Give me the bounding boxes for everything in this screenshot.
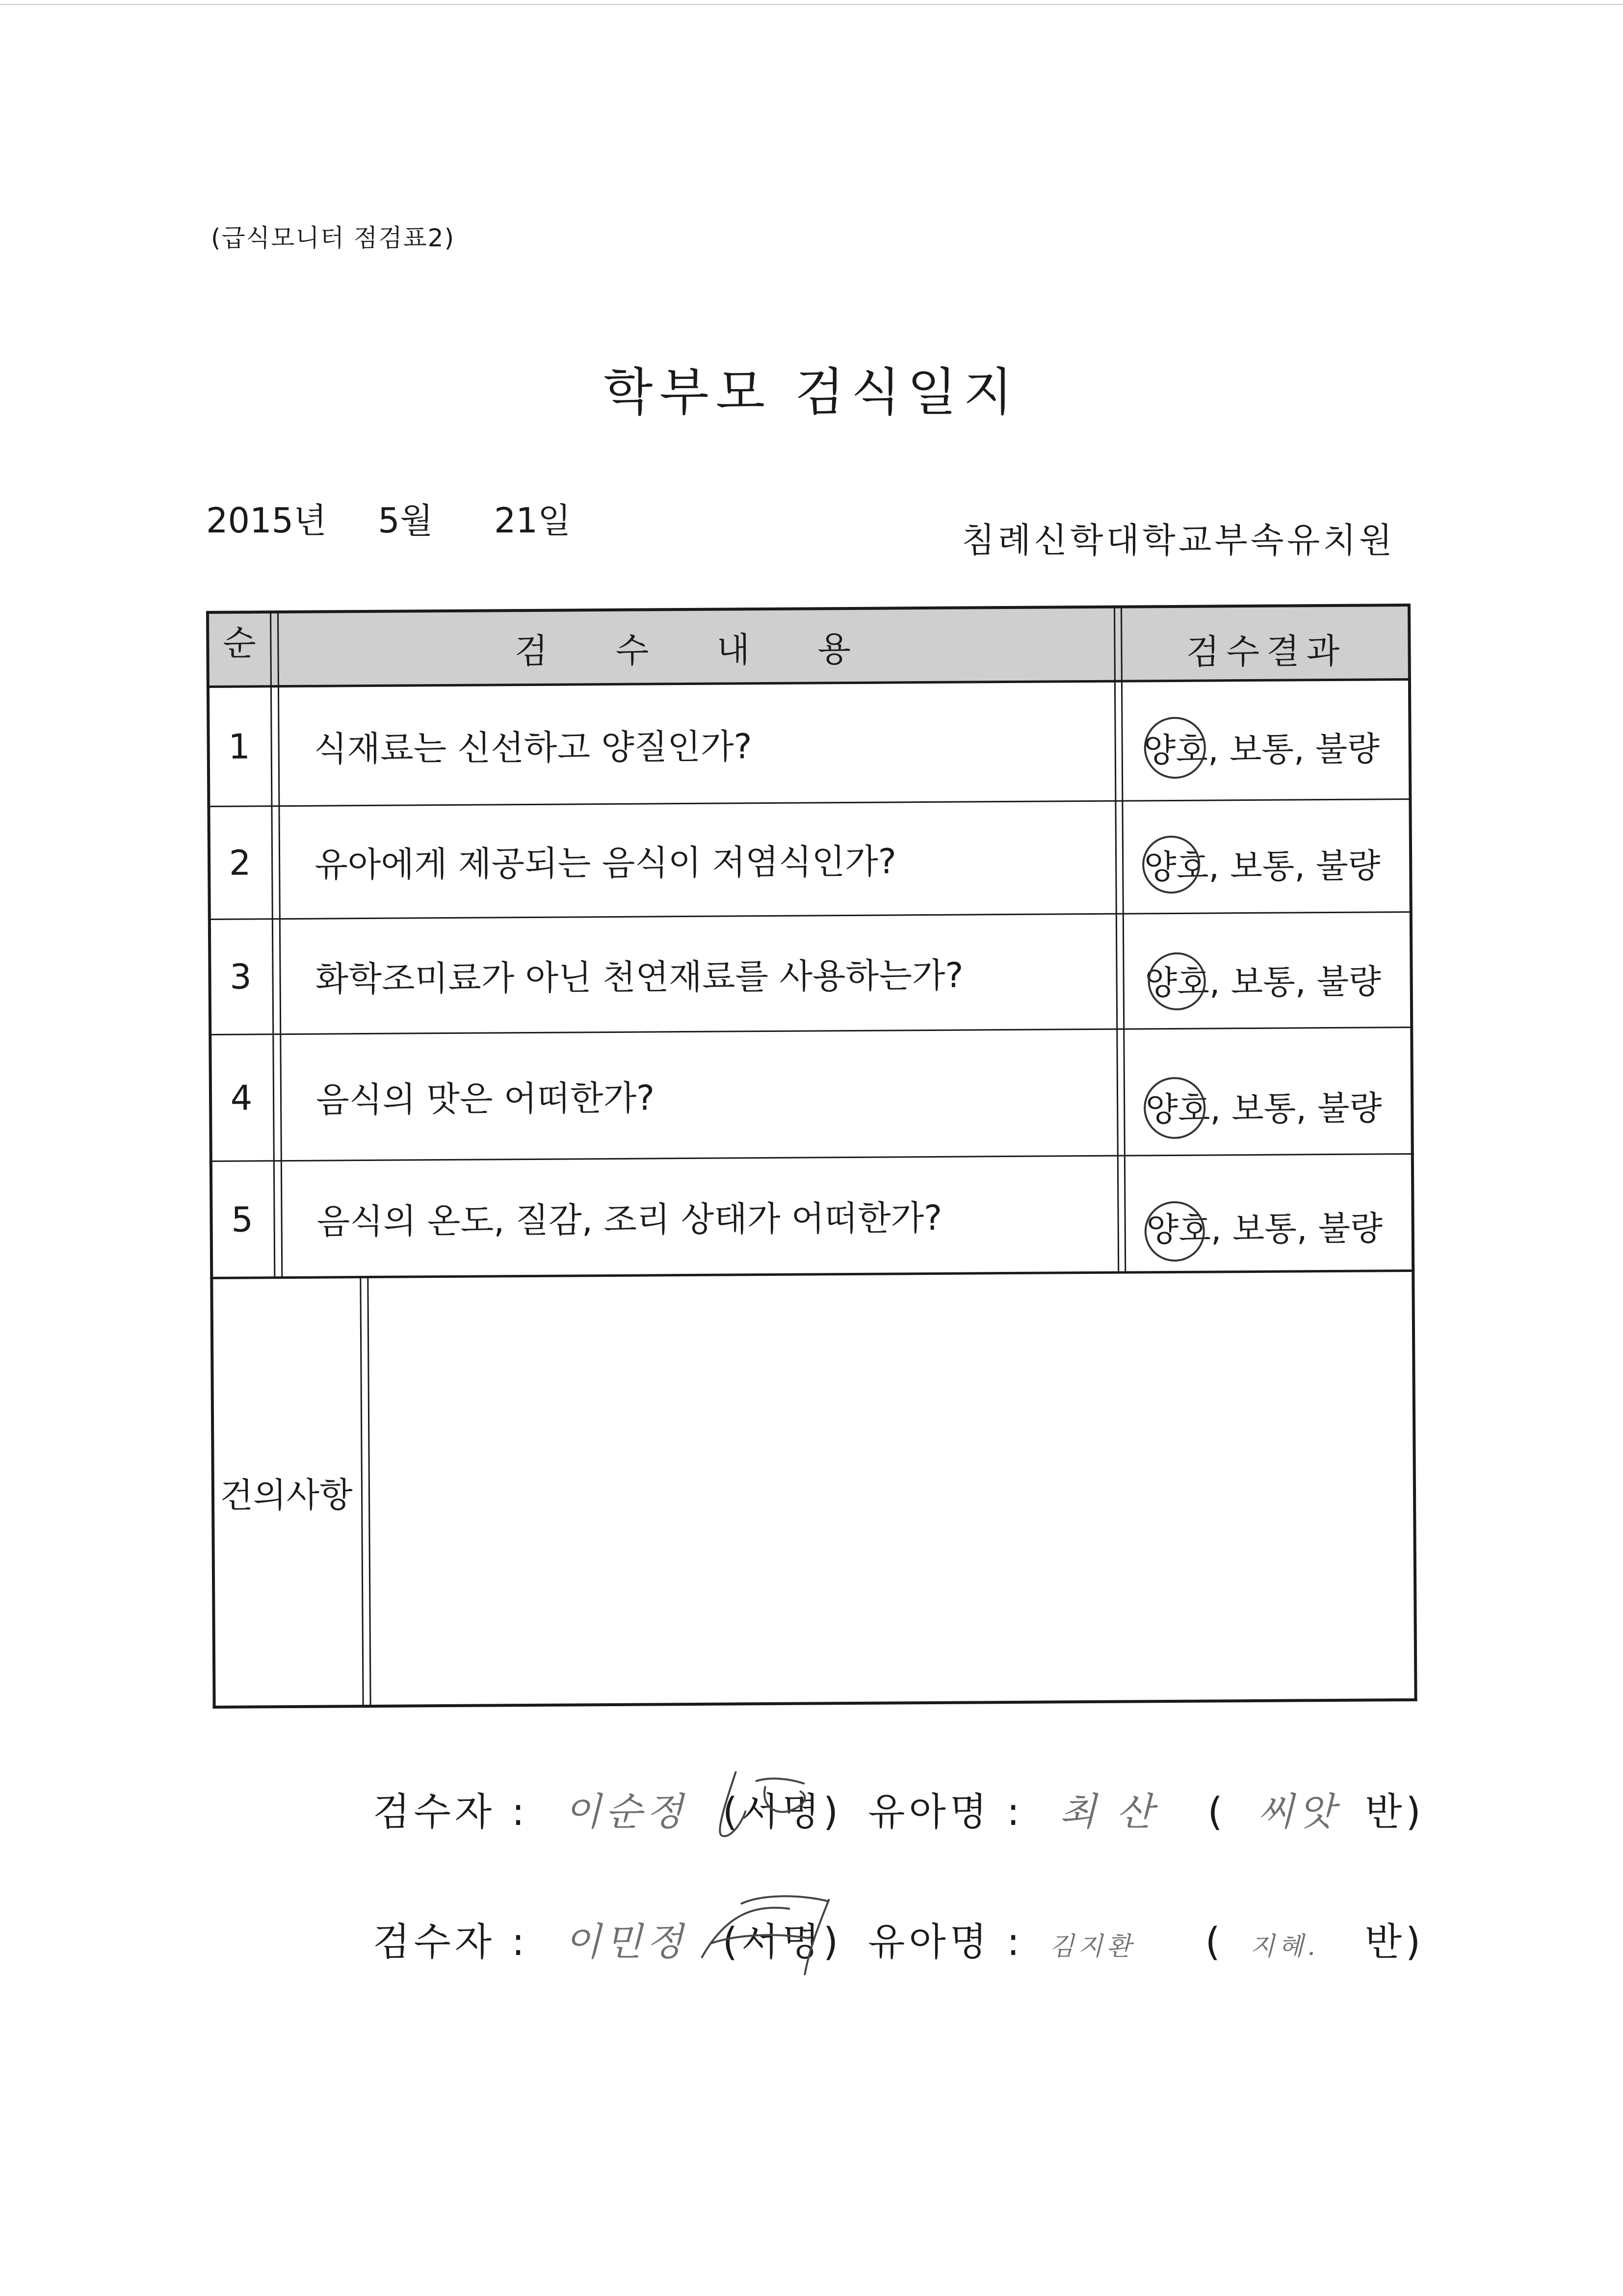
option-good[interactable]: 양호, [1143,730,1219,770]
date-month: 5월 [378,501,433,541]
row-5-selected-circle [1144,1201,1205,1262]
option-good[interactable]: 양호, [1145,963,1220,1003]
child-label: 유아명 : [868,1920,1024,1964]
header-no: 순 [222,622,256,663]
inspector-label: 검수자 : [373,1920,529,1964]
class-close: 반) [1365,1790,1425,1834]
row-2-question: 유아에게 제공되는 음식이 저염식인가? [314,841,897,885]
inspector-name[interactable]: 이민정 [564,1920,687,1964]
suggestion-label: 건의사항 [220,1474,353,1516]
child-name[interactable]: 김지환 [1049,1932,1135,1961]
class-name[interactable]: 지혜. [1250,1932,1319,1961]
row-3-no: 3 [230,956,252,997]
date-line [206,493,571,543]
option-bad[interactable]: 불량 [1317,1089,1382,1129]
option-normal[interactable]: 보통, [1231,1089,1307,1129]
option-bad[interactable]: 불량 [1318,1209,1383,1249]
signature-label: (서명) [722,1920,842,1964]
row-1-no: 1 [228,726,251,767]
row-5-no: 5 [231,1199,254,1240]
form-label: (급식모니터 점검표2) [211,224,455,252]
class-open: ( [1207,1790,1227,1834]
signature-scribble-1 [707,1762,829,1845]
school-name: 침례신학대학교부속유치원 [962,520,1395,560]
header-content: 검 수 내 용 [514,629,880,671]
option-good[interactable]: 양호, [1146,1210,1222,1250]
inspector-name[interactable]: 이순정 [564,1790,687,1834]
option-normal[interactable]: 보통, [1230,847,1306,887]
scan-edge-line [0,4,1623,5]
class-open: ( [1205,1920,1224,1964]
row-1-selected-circle [1144,717,1206,779]
document-title: 학부모 검식일지 [603,362,1020,422]
row-2-selected-circle [1142,836,1201,894]
date-day: 21일 [494,501,571,541]
row-3-selected-circle [1148,952,1206,1011]
option-bad[interactable]: 불량 [1316,962,1382,1002]
suggestion-field[interactable] [369,1272,1412,1705]
class-name[interactable]: 씨앗 [1257,1790,1339,1834]
date-year: 2015년 [206,501,327,541]
row-4-no: 4 [230,1077,253,1118]
option-good[interactable]: 양호, [1144,847,1220,887]
row-1-question: 식재료는 신선하고 양질인가? [314,726,753,769]
inspection-table [206,604,1417,1709]
row-4-question: 음식의 맛은 어떠한가? [315,1078,655,1120]
option-normal[interactable]: 보통, [1229,730,1305,769]
signature-label: (서명) [722,1790,842,1834]
row-3-question: 화학조미료가 아닌 천연재료를 사용하는가? [315,955,964,1000]
row-5-question: 음식의 온도, 질감, 조리 상태가 어떠한가? [316,1197,942,1242]
option-bad[interactable]: 불량 [1315,846,1381,886]
header-result: 검수결과 [1186,631,1347,672]
option-bad[interactable]: 불량 [1315,729,1380,769]
signature-scribble-2 [682,1884,888,1982]
child-name[interactable]: 최 산 [1059,1790,1157,1834]
inspector-row-2 [373,1911,1424,1966]
row-2-no: 2 [229,842,251,883]
class-close: 반) [1364,1920,1425,1964]
row-4-selected-circle [1144,1077,1206,1139]
option-normal[interactable]: 보통, [1230,962,1306,1002]
inspector-label: 검수자 : [373,1790,529,1834]
inspector-row-1 [373,1781,1425,1836]
option-normal[interactable]: 보통, [1232,1210,1308,1249]
child-label: 유아명 : [868,1790,1024,1834]
option-good[interactable]: 양호, [1145,1090,1221,1130]
